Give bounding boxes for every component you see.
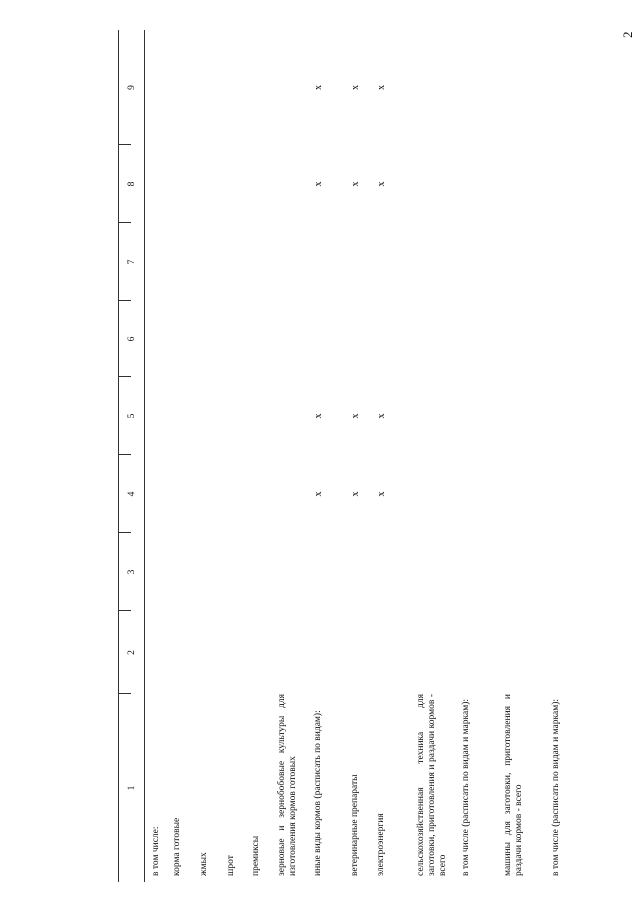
- cell-col-9: [551, 30, 591, 145]
- cell-col-4: [151, 455, 172, 533]
- row-label: электроэнергия: [376, 813, 386, 876]
- table-row: [350, 30, 376, 882]
- cell-col-9: [226, 30, 251, 145]
- cell-col-8: [277, 145, 313, 223]
- cell-col-5: х: [350, 413, 361, 419]
- cell-col-5: [199, 377, 226, 455]
- cell-col-8: [251, 145, 277, 223]
- column-header-8: 8: [119, 145, 144, 223]
- column-header-5: 5: [119, 377, 144, 455]
- cell-col-9: [172, 30, 199, 145]
- table-row: [251, 30, 277, 882]
- cell-col-8: х: [376, 181, 387, 187]
- row-label: машины для заготовки, приготовления и раздачи кормов - всего: [503, 694, 524, 876]
- cell-col-9: х: [350, 85, 361, 90]
- cell-col-4: х: [350, 491, 361, 497]
- column-header-4: 4: [119, 455, 144, 533]
- table-row: [151, 30, 172, 882]
- row-label: в том числе:: [151, 826, 161, 876]
- column-header-7: 7: [119, 223, 144, 301]
- cell-col-5: [151, 377, 172, 455]
- cell-col-5: [461, 377, 503, 455]
- table-row: [172, 30, 199, 882]
- cell-col-9: х: [376, 85, 387, 90]
- cell-col-4: [226, 455, 251, 533]
- row-label: зерновые и зернобобовые культуры для изготовления кормов готовых: [277, 694, 298, 876]
- cell-col-5: [551, 377, 591, 455]
- cell-col-4: [251, 455, 277, 533]
- cell-col-4: х: [313, 491, 324, 497]
- page-number: 2: [620, 31, 635, 38]
- cell-col-8: х: [313, 181, 324, 187]
- cell-col-8: х: [350, 181, 361, 187]
- cell-col-5: [416, 377, 461, 455]
- row-label: корма готовые: [172, 817, 182, 876]
- cell-col-8: [172, 145, 199, 223]
- cell-col-5: [172, 377, 199, 455]
- cell-col-9: [461, 30, 503, 145]
- cell-col-9: [503, 30, 551, 145]
- cell-col-9: [416, 30, 461, 145]
- cell-col-5: [226, 377, 251, 455]
- row-label: иные виды кормов (расписать по видам):: [313, 710, 323, 876]
- cell-col-5: [251, 377, 277, 455]
- row-label: шрот: [226, 855, 236, 876]
- cell-col-5: х: [376, 413, 387, 419]
- cell-col-8: [151, 145, 172, 223]
- column-header-2: 2: [119, 611, 144, 694]
- table-row: [199, 30, 226, 882]
- row-label: ветеринарные препараты: [350, 774, 360, 876]
- column-header-1: 1: [127, 785, 137, 791]
- cell-col-9: [151, 30, 172, 145]
- table-row: [376, 30, 416, 882]
- cell-col-4: [277, 455, 313, 533]
- cell-col-5: [277, 377, 313, 455]
- table-row: [551, 30, 591, 882]
- column-header-6: 6: [119, 301, 144, 377]
- column-header-9: 9: [119, 30, 144, 145]
- cell-col-8: [551, 145, 591, 223]
- cell-col-5: [503, 377, 551, 455]
- table-row: [277, 30, 313, 882]
- cell-col-4: [199, 455, 226, 533]
- cell-col-8: [503, 145, 551, 223]
- row-label: сельскохозяйственная техника для заготовки, приготовления и раздачи кормов - всего: [416, 694, 448, 876]
- row-label: жмых: [199, 852, 209, 876]
- data-table: [118, 30, 591, 882]
- table-row: [313, 30, 350, 882]
- cell-col-4: [416, 455, 461, 533]
- cell-col-4: [461, 455, 503, 533]
- table-row: [503, 30, 551, 882]
- row-label: премиксы: [251, 835, 261, 876]
- cell-col-9: х: [313, 85, 324, 90]
- cell-col-9: [251, 30, 277, 145]
- cell-col-4: [503, 455, 551, 533]
- cell-col-8: [226, 145, 251, 223]
- table-row: [416, 30, 461, 882]
- cell-col-8: [461, 145, 503, 223]
- cell-col-4: [172, 455, 199, 533]
- table-header: [119, 30, 145, 882]
- row-label: в том числе (расписать по видам и маркам):: [551, 698, 561, 876]
- cell-col-4: х: [376, 491, 387, 497]
- cell-col-8: [199, 145, 226, 223]
- cell-col-4: [551, 455, 591, 533]
- table-row: [461, 30, 503, 882]
- cell-col-8: [416, 145, 461, 223]
- row-label: в том числе (расписать по видам и маркам):: [461, 698, 471, 876]
- cell-col-5: х: [313, 413, 324, 419]
- cell-col-9: [199, 30, 226, 145]
- cell-col-9: [277, 30, 313, 145]
- table-row: [226, 30, 251, 882]
- column-header-3: 3: [119, 533, 144, 611]
